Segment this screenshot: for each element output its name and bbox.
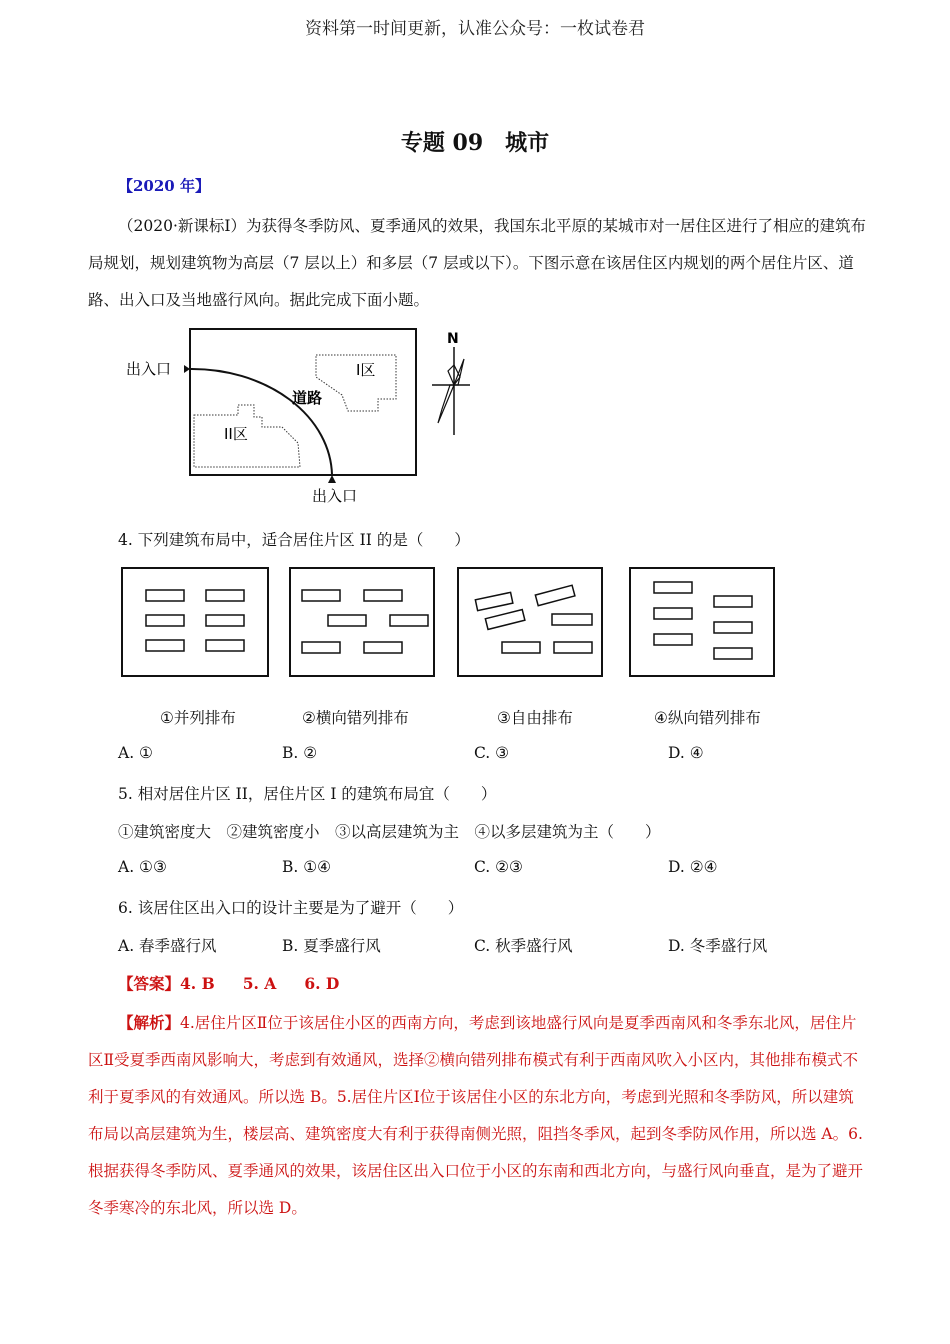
analysis-text: 4.居住片区Ⅱ位于该居住小区的西南方向，考虑到该地盛行风向是夏季西南风和冬季东北风，居住片区Ⅱ受夏季西南风影响大，考虑到有效通风，选择②横向错列排布模式有利于西南风吹入小区内，其他排布模式不利于夏季风的有效通风。所以选 B。5.居住片区Ⅰ位于该居住小区的东北方向，考虑到光照和冬季防风，所以建筑布局以高层建筑为生，楼层高、建筑密度大有利于获得南侧光照，阻挡冬季风，起到冬季防风作用，所以选 A。6.根据获得冬季防风、夏季通风的效果，该居住区出入口位于小区的东南和西北方向，与盛行风向垂直，是为了避开冬季寒冷的东北风，所以选 D。 — [88, 1014, 864, 1217]
wind-petal-ne — [454, 359, 464, 385]
q4-option-d: D. ④ — [668, 744, 704, 762]
analysis-block — [88, 1004, 868, 1227]
year-tag: 【2020 年】 — [118, 177, 210, 195]
layout-label-1: ①并列排布 — [160, 709, 236, 727]
zone1-outline — [296, 355, 316, 389]
road-arc — [190, 369, 332, 475]
answer-line — [118, 972, 367, 994]
layout-diagrams — [120, 566, 780, 680]
q4-option-b: B. ② — [282, 744, 318, 762]
road-label: 道路 — [292, 389, 323, 407]
layout-vertical-staggered — [630, 568, 774, 676]
q5-stem: 5. 相对居住片区 II，居住片区 I 的建筑布局宜（ ） — [118, 785, 497, 803]
layout-label-4: ④纵向错列排布 — [654, 709, 761, 727]
q6-option-c: C. 秋季盛行风 — [474, 937, 573, 955]
entrance-bottom-label: 出入口 — [312, 487, 358, 505]
q4-option-c: C. ③ — [474, 744, 510, 762]
answer-label: 【答案】 — [118, 974, 181, 993]
analysis-label: 【解析】 — [118, 1013, 181, 1032]
q6-option-b: B. 夏季盛行风 — [282, 937, 381, 955]
q6-option-a: A. 春季盛行风 — [118, 937, 217, 955]
layout-label-2: ②横向错列排布 — [302, 709, 409, 727]
q5-option-b: B. ①④ — [282, 858, 332, 876]
answer-4: 4. B — [180, 974, 215, 993]
q6-stem: 6. 该居住区出入口的设计主要是为了避开（ ） — [118, 899, 464, 917]
layout-horizontal-staggered — [290, 568, 434, 676]
layout-free — [458, 568, 602, 676]
entrance-left-label: 出入口 — [126, 360, 172, 378]
question-intro: （2020·新课标Ⅰ）为获得冬季防风、夏季通风的效果，我国东北平原的某城市对一居住区进行了相应的建筑布局规划，规划建筑物为高层（7 层以上）和多层（7 层或以下）。下图示意在该居住区内规划的两个居住片区、道路、出入口及当地盛行风向。据此完成下面小题。 — [88, 217, 866, 309]
residential-map — [120, 325, 480, 510]
north-label: N — [447, 331, 459, 347]
layout-label-3: ③自由排布 — [497, 709, 573, 727]
zone2-label: II区 — [224, 425, 248, 443]
q6-option-d: D. 冬季盛行风 — [668, 937, 768, 955]
q4-option-a: A. ① — [118, 744, 153, 762]
q5-option-a: A. ①③ — [118, 858, 167, 876]
answer-6: 6. D — [304, 974, 340, 993]
wind-petal-sw — [438, 385, 454, 423]
entrance-bottom-arrow — [328, 475, 336, 483]
answer-5: 5. A — [242, 974, 277, 993]
page-header: 资料第一时间更新，认准公众号：一枚试卷君 — [305, 19, 645, 39]
q5-option-c: C. ②③ — [474, 858, 523, 876]
zone1-label: I区 — [356, 361, 376, 379]
q5-option-d: D. ②④ — [668, 858, 718, 876]
q5-statements: ①建筑密度大 ②建筑密度小 ③以高层建筑为主 ④以多层建筑为主（ ） — [118, 823, 661, 841]
layout-parallel — [122, 568, 268, 676]
q4-stem: 4. 下列建筑布局中，适合居住片区 II 的是（ ） — [118, 531, 470, 549]
page-title: 专题 09 城市 — [400, 130, 550, 156]
